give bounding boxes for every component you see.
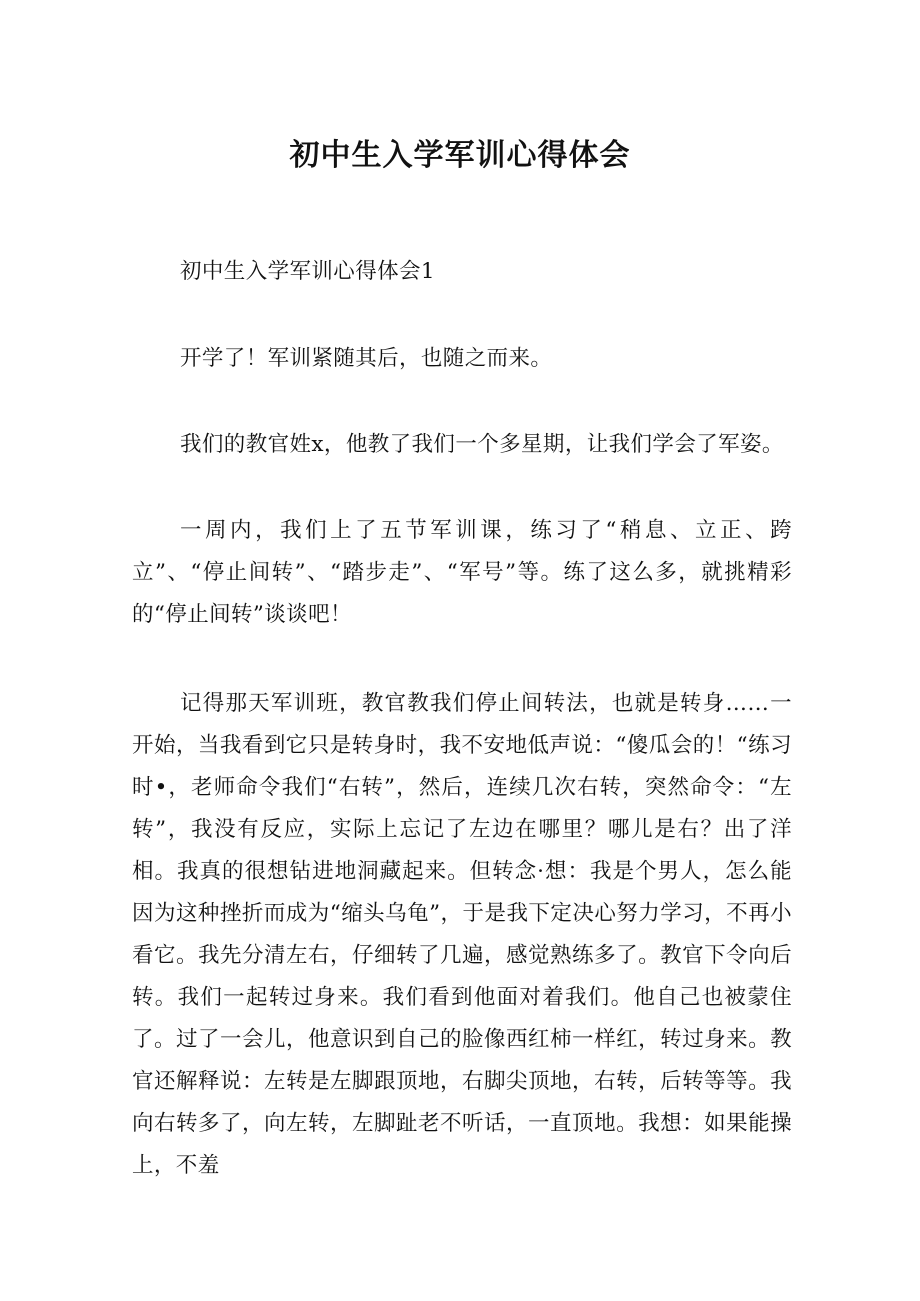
paragraph-3: 一周内，我们上了五节军训课，练习了“稍息、立正、跨立”、“停止间转”、“踏步走”、“军号”等。练了这么多，就挑精彩的“停止间转”谈谈吧！ <box>132 518 792 627</box>
paragraph-4: 记得那天军训班，教官教我们停止间转法，也就是转身……一开始，当我看到它只是转身时，我不安地低声说：“傻瓜会的！“练习时•，老师命令我们“右转”，然后，连续几次右转，突然命令：“左转”，我没有反应，实际上忘记了左边在哪里？哪儿是右？出了洋相。我真的很想钻进地洞藏起来。但转念·想：我是个男人，怎么能因为这种挫折而成为“缩头乌龟”，于是我下定决心努力学习，不再小看它。我先分清左右，仔细转了几遍，感觉熟练多了。教官下令向后转。我们一起转过身来。我们看到他面对着我们。他自己也被蒙住了。过了一会儿，他意识到自己的脸像西红柿一样红，转过身来。教官还解释说：左转是左脚跟顶地，右脚尖顶地，右转，后转等等。我向右转多了，向左转，左脚趾老不听话，一直顶地。我想：如果能操上，不羞 <box>132 691 792 1178</box>
document-title: 初中生入学军训心得体会 <box>289 138 631 174</box>
section-heading: 初中生入学军训心得体会1 <box>180 259 435 284</box>
paragraph-1: 开学了！军训紧随其后，也随之而来。 <box>180 346 553 371</box>
paragraph-2: 我们的教官姓x，他教了我们一个多星期，让我们学会了军姿。 <box>180 432 784 457</box>
